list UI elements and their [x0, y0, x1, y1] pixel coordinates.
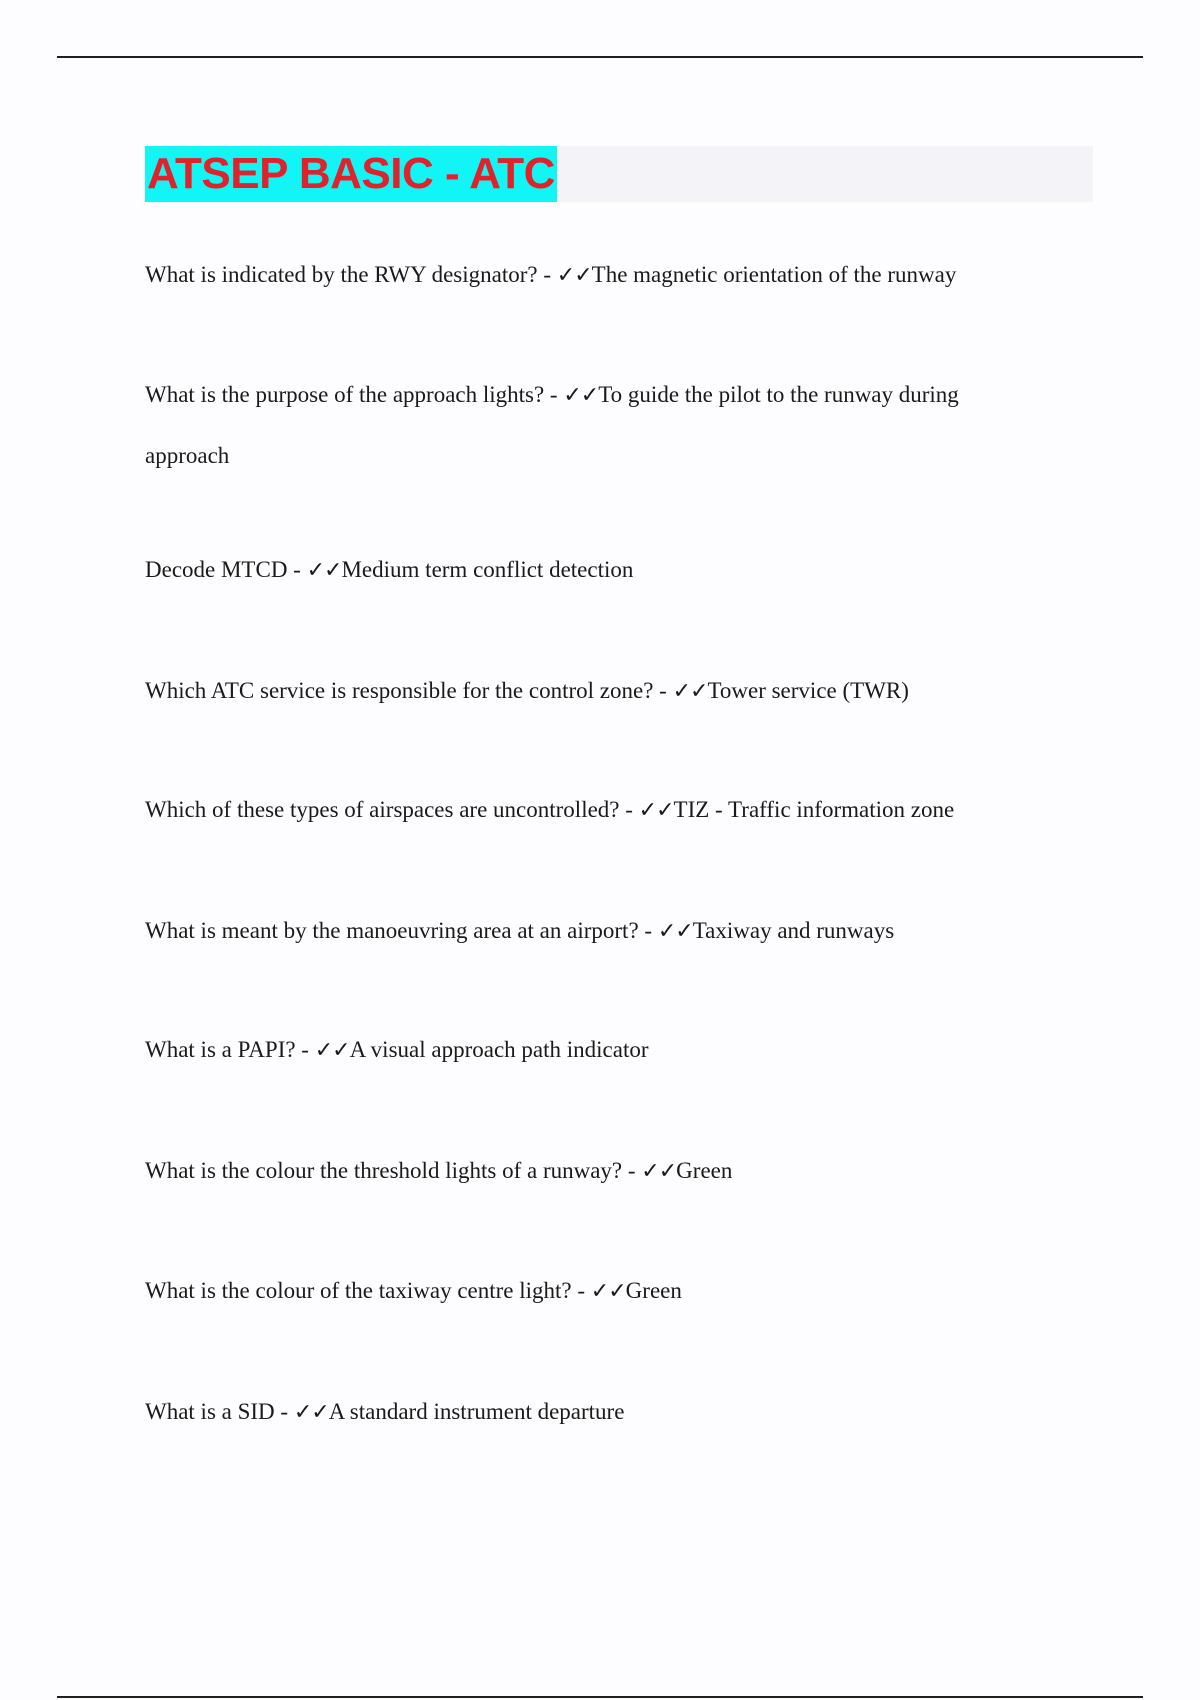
qa-item — [145, 1020, 1045, 1081]
qa-item — [145, 780, 1045, 841]
check-icon: ✓✓ — [590, 1279, 626, 1304]
answer-text: Medium term conflict detection — [341, 557, 634, 582]
qa-item — [145, 1261, 1045, 1322]
check-icon: ✓✓ — [293, 1400, 329, 1425]
check-icon: ✓✓ — [563, 383, 599, 408]
qa-item — [145, 365, 1045, 486]
check-icon: ✓✓ — [641, 1159, 677, 1184]
answer-text: TIZ - Traffic information zone — [673, 797, 955, 822]
check-icon: ✓✓ — [306, 558, 342, 583]
answer-text: The magnetic orientation of the runway — [591, 262, 957, 287]
header-rule — [57, 56, 1143, 58]
qa-item — [145, 245, 1045, 306]
question-text: Decode MTCD - — [145, 557, 307, 582]
answer-text: Taxiway and runways — [692, 918, 895, 943]
document-title: ATSEP BASIC - ATC — [145, 146, 557, 202]
answer-text: A standard instrument departure — [328, 1399, 625, 1424]
answer-text: A visual approach path indicator — [349, 1037, 649, 1062]
qa-item — [145, 1141, 1045, 1202]
answer-text: To guide the pilot to the runway during approach — [145, 382, 959, 468]
question-text: Which of these types of airspaces are uncontrolled? - — [145, 797, 639, 822]
question-text: What is the purpose of the approach lights? - — [145, 382, 564, 407]
check-icon: ✓✓ — [638, 798, 674, 823]
answer-text: Green — [625, 1278, 682, 1303]
question-text: What is a PAPI? - — [145, 1037, 315, 1062]
question-text: What is a SID - — [145, 1399, 294, 1424]
answer-text: Tower service (TWR) — [707, 678, 909, 703]
question-text: What is meant by the manoeuvring area at an airport? - — [145, 918, 658, 943]
check-icon: ✓✓ — [672, 679, 708, 704]
answer-text: Green — [676, 1158, 733, 1183]
check-icon: ✓✓ — [657, 919, 693, 944]
check-icon: ✓✓ — [556, 263, 592, 288]
qa-item — [145, 1382, 1045, 1443]
question-text: Which ATC service is responsible for the control zone? - — [145, 678, 673, 703]
qa-item — [145, 540, 1045, 601]
question-text: What is the colour of the taxiway centre light? - — [145, 1278, 591, 1303]
qa-item — [145, 901, 1045, 962]
question-text: What is indicated by the RWY designator? - — [145, 262, 557, 287]
check-icon: ✓✓ — [314, 1038, 350, 1063]
question-text: What is the colour the threshold lights of a runway? - — [145, 1158, 642, 1183]
footer-rule — [57, 1696, 1143, 1698]
qa-item — [145, 661, 1045, 722]
